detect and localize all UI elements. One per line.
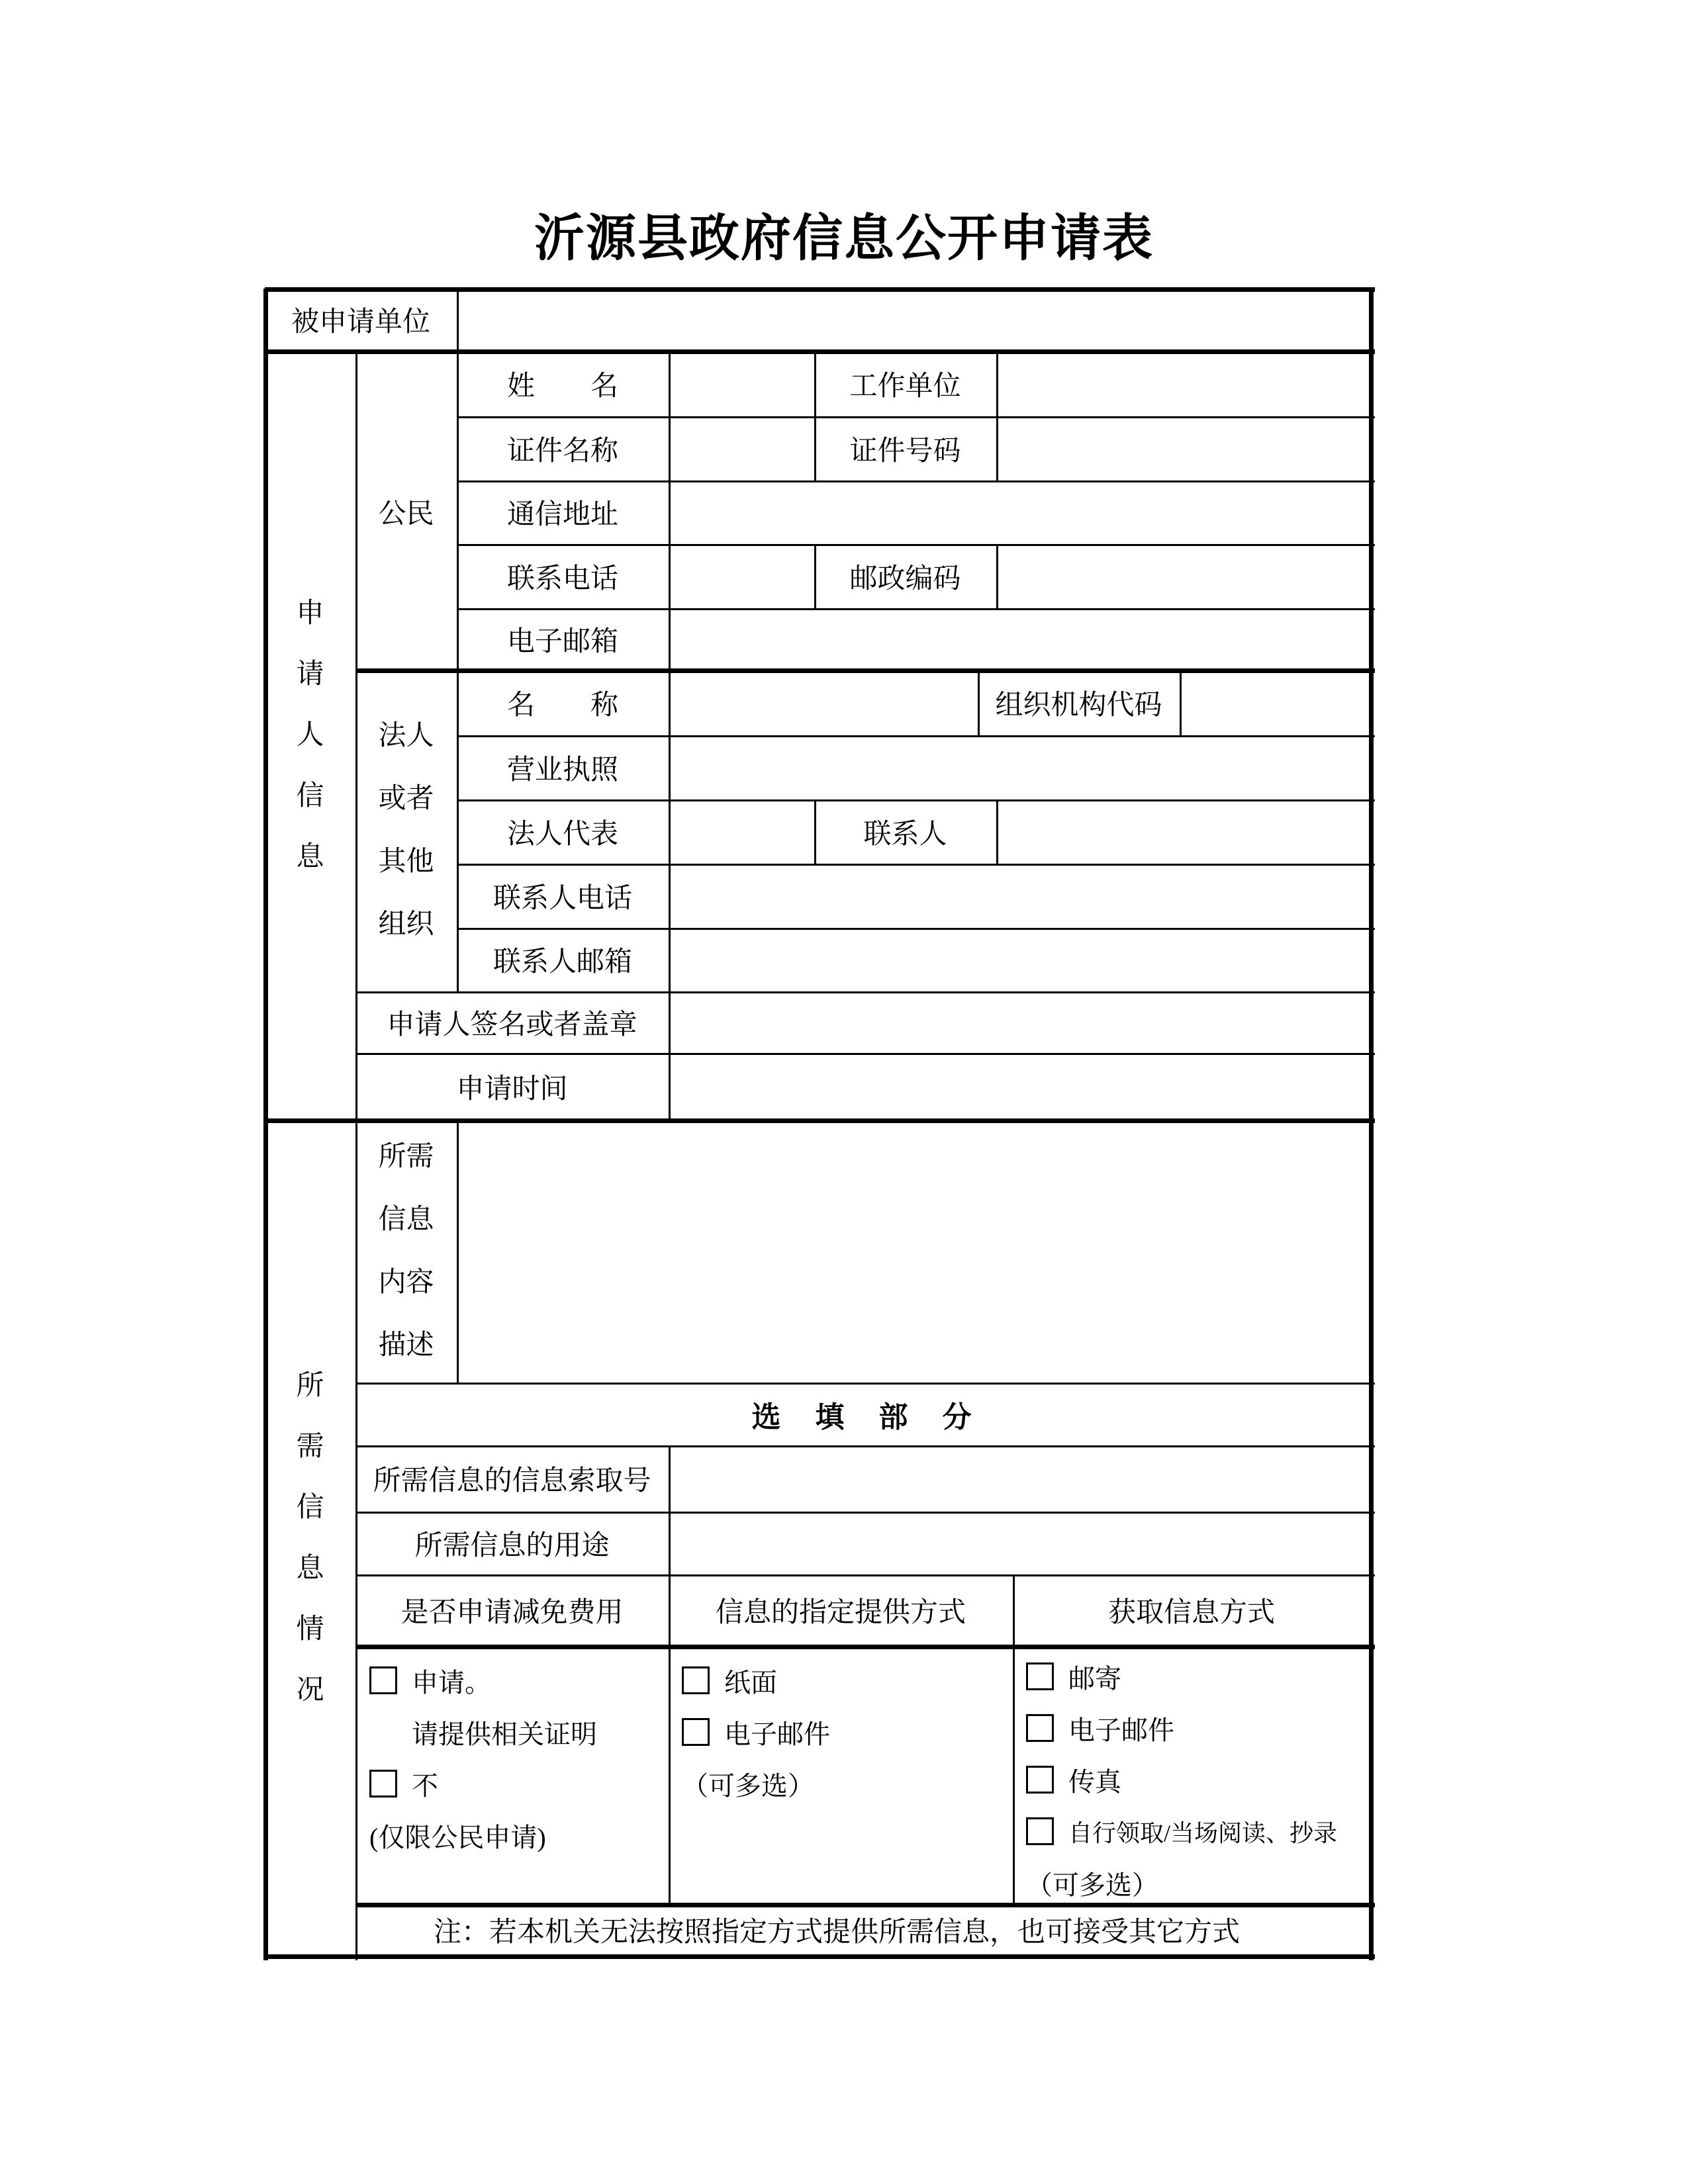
cert-no-value-cell[interactable] [996,416,1370,480]
fee-footnote: (仅限公民申请) [369,1822,546,1852]
apply-time-value-cell[interactable] [669,1053,1370,1120]
page-title: 沂源县政府信息公开申请表 [534,210,1154,267]
email-label: 电子邮箱 [506,626,618,657]
email-value-cell[interactable] [669,608,1370,670]
info-description-label: 所需 信息 内容 描述 [378,1141,434,1361]
phone-label: 联系电话 [506,563,618,594]
legal-rep-value-cell[interactable] [669,799,814,864]
email-obtain-checkbox[interactable] [1026,1714,1054,1742]
contact-email-value-cell[interactable] [669,928,1370,991]
org-name-label: 名 称 [506,690,618,721]
name-value-cell[interactable] [669,351,814,416]
info-purpose-value-cell[interactable] [669,1512,1370,1574]
license-label: 营业执照 [506,754,618,786]
option-apply-note: 请提供相关证明 [412,1719,597,1749]
option-email-delivery: 电子邮件 [682,1706,1013,1758]
signature-label: 申请人签名或者盖章 [387,1009,637,1040]
citizen-group-label: 公民 [378,498,434,529]
info-index-label: 所需信息的信息索取号 [373,1466,651,1496]
respondent-unit-label: 被申请单位 [291,307,430,338]
cert-no-label: 证件号码 [849,435,961,467]
delivery-footnote: （可多选） [682,1770,814,1801]
address-value-cell[interactable] [669,480,1370,544]
option-apply: 申请。 [369,1655,669,1706]
delivery-method-options [682,1655,1013,1809]
info-section-label: 所 需 信 息 情 况 [296,1370,324,1706]
applicant-section-label: 申 请 人 信 息 [296,598,324,872]
respondent-unit-value-cell[interactable] [457,289,1370,351]
application-form-table [265,289,1375,1960]
delivery-method-column-header: 信息的指定提供方式 [715,1598,966,1628]
fee-waiver-column-header: 是否申请减免费用 [400,1598,624,1628]
obtain-method-column-header: 获取信息方式 [1107,1598,1275,1628]
address-label: 通信地址 [506,500,618,530]
cert-name-label: 证件名称 [506,435,618,467]
fee-waiver-options [369,1655,669,1861]
paper-checkbox[interactable] [682,1666,710,1694]
optional-section-header: 选 填 部 分 [751,1400,974,1433]
legal-rep-label: 法人代表 [506,819,618,850]
option-self-pickup: 自行领取/当场阅读、抄录 [1026,1805,1370,1857]
phone-value-cell[interactable] [669,544,814,608]
cert-name-value-cell[interactable] [669,416,814,480]
no-checkbox[interactable] [369,1770,397,1797]
mail-checkbox[interactable] [1026,1662,1054,1690]
obtain-method-options [1026,1651,1370,1909]
postcode-value-cell[interactable] [996,544,1370,608]
work-unit-value-cell[interactable] [996,351,1370,416]
work-unit-label: 工作单位 [849,371,961,402]
signature-value-cell[interactable] [669,991,1370,1053]
info-purpose-label: 所需信息的用途 [414,1530,610,1561]
contact-value-cell[interactable] [996,799,1370,864]
obtain-footnote: （可多选） [1026,1870,1158,1900]
self-pickup-checkbox[interactable] [1026,1817,1054,1845]
contact-phone-value-cell[interactable] [669,864,1370,928]
option-email-obtain: 电子邮件 [1026,1702,1370,1754]
name-label: 姓 名 [506,371,618,402]
postcode-label: 邮政编码 [849,563,961,594]
organization-group-label: 法人 或者 其他 组织 [378,721,434,940]
license-value-cell[interactable] [669,735,1370,799]
org-name-value-cell[interactable] [669,670,978,736]
form-note: 注：若本机关无法按照指定方式提供所需信息，也可接受其它方式 [434,1917,1241,1948]
org-code-label: 组织机构代码 [995,690,1162,721]
info-index-value-cell[interactable] [669,1445,1370,1512]
option-mail: 邮寄 [1026,1651,1370,1702]
fax-checkbox[interactable] [1026,1766,1054,1794]
contact-email-label: 联系人邮箱 [492,947,632,978]
option-fax: 传真 [1026,1754,1370,1805]
option-no: 不 [369,1758,669,1809]
contact-label: 联系人 [863,819,947,850]
option-paper: 纸面 [682,1655,1013,1706]
apply-time-label: 申请时间 [456,1073,568,1105]
org-code-value-cell[interactable] [1180,670,1370,736]
email-delivery-checkbox[interactable] [682,1718,710,1746]
contact-phone-label: 联系人电话 [492,883,632,914]
apply-checkbox[interactable] [369,1666,397,1694]
info-description-value-cell[interactable] [457,1120,1370,1383]
